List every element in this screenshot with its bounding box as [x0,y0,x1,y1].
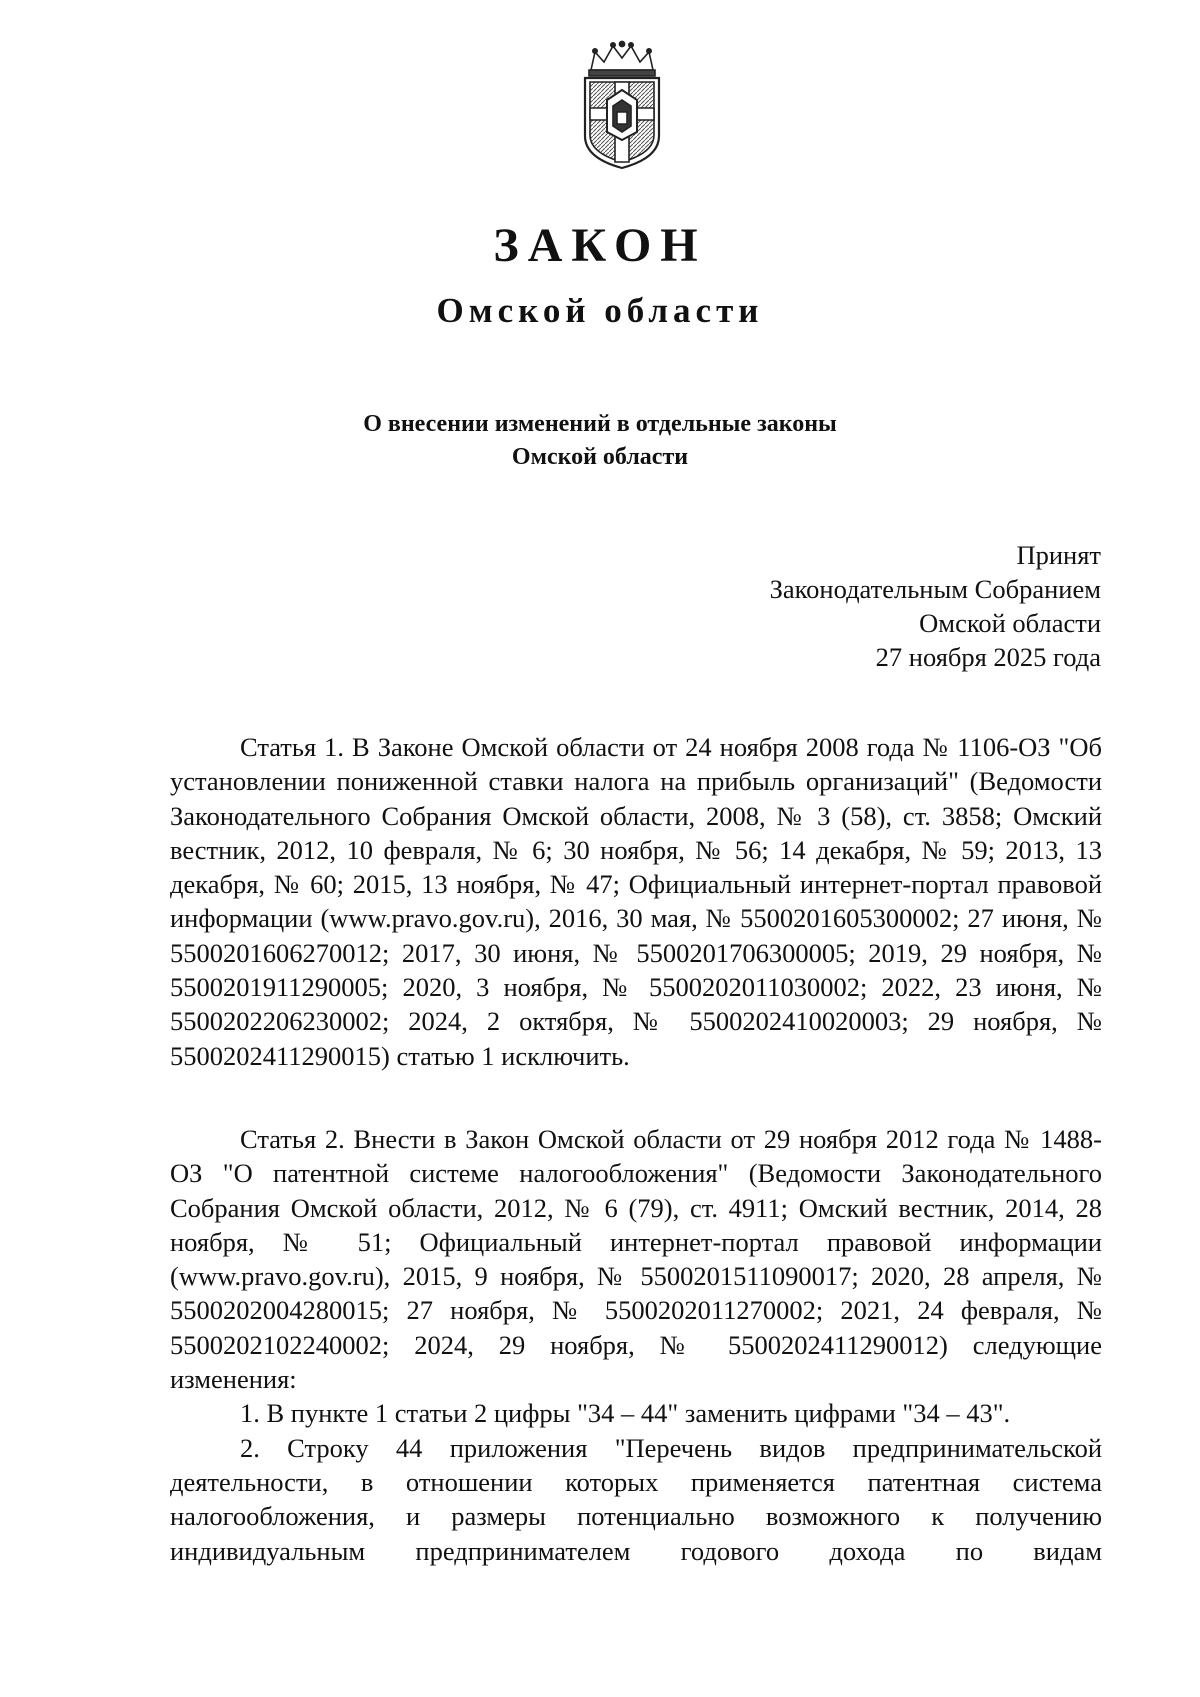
law-name-line-1: О внесении изменений в отдельные законы [363,411,837,437]
article-2-item-1: 1. В пункте 1 статьи 2 цифры "34 – 44" заменить цифрами "34 – 43". [240,1398,1011,1429]
article-1-text: Статья 1. В Законе Омской области от 24 ноября 2008 года № 1106-ОЗ "Об установлении пониженной ставки налога на прибыль организаций" (Ведомости Законодательного Собрания Омской области, 2008, № 3 (58), ст. 3858; Омский вестник, 2012, 10 февраля, № 6; 30 ноября, № 56; 14 декабря, № 59; 2013, 13 декабря, № 60; 2015, 13 ноября, № 47; Официальный интернет-портал правовой информации (www.pravo.gov.ru), 2016, 30 мая, № 5500201605300002; 27 июня, № 5500201606270012; 2017, 30 июня, № 5500201706300005; 2019, 29 ноября, № 5500201911290005; 2020, 3 ноября, № 5500202011030002; 2022, 23 июня, № 5500202206230002; 2024, 2 октября, № 5500202410020003; 29 ноября, № 5500202411290015) статью 1 исключить. [170,732,1102,1071]
article-1 [170,730,1102,1073]
coat-of-arms-icon [577,40,667,172]
adoption-line-2: Законодательным Собранием [769,574,1101,604]
adoption-date: 27 ноября 2025 года [875,642,1101,672]
region-subtitle: Омской области [436,291,764,330]
article-2 [170,1122,1102,1568]
law-name-line-2: Омской области [511,444,689,470]
adoption-line-1: Принят [1016,540,1101,570]
document-type-title: ЗАКОН [493,219,707,272]
article-2-intro: Статья 2. Внести в Закон Омской области от 29 ноября 2012 года № 1488-ОЗ "О патентной системе налогообложения" (Ведомости Законодательного Собрания Омской области, 2012, № 6 (79), ст. 4911; Омский вестник, 2014, 28 ноября, № 51; Официальный интернет-портал правовой информации (www.pravo.gov.ru), 2015, 9 ноября, № 5500201511090017; 2020, 28 апреля, № 5500202004280015; 27 ноября, № 5500202011270002; 2021, 24 февраля, № 5500202102240002; 2024, 29 ноября, № 5500202411290012) следующие изменения: [170,1124,1102,1395]
law-name [0,408,1200,474]
article-2-item-2: 2. Строку 44 приложения "Перечень видов предпринимательской деятельности, в отношении которых применяется патентная система налогообложения, и размеры потенциально возможного к получению индивидуальным предпринимателем годового дохода по видам [170,1432,1102,1566]
adoption-line-3: Омской области [919,608,1101,638]
adoption-block [770,538,1101,674]
